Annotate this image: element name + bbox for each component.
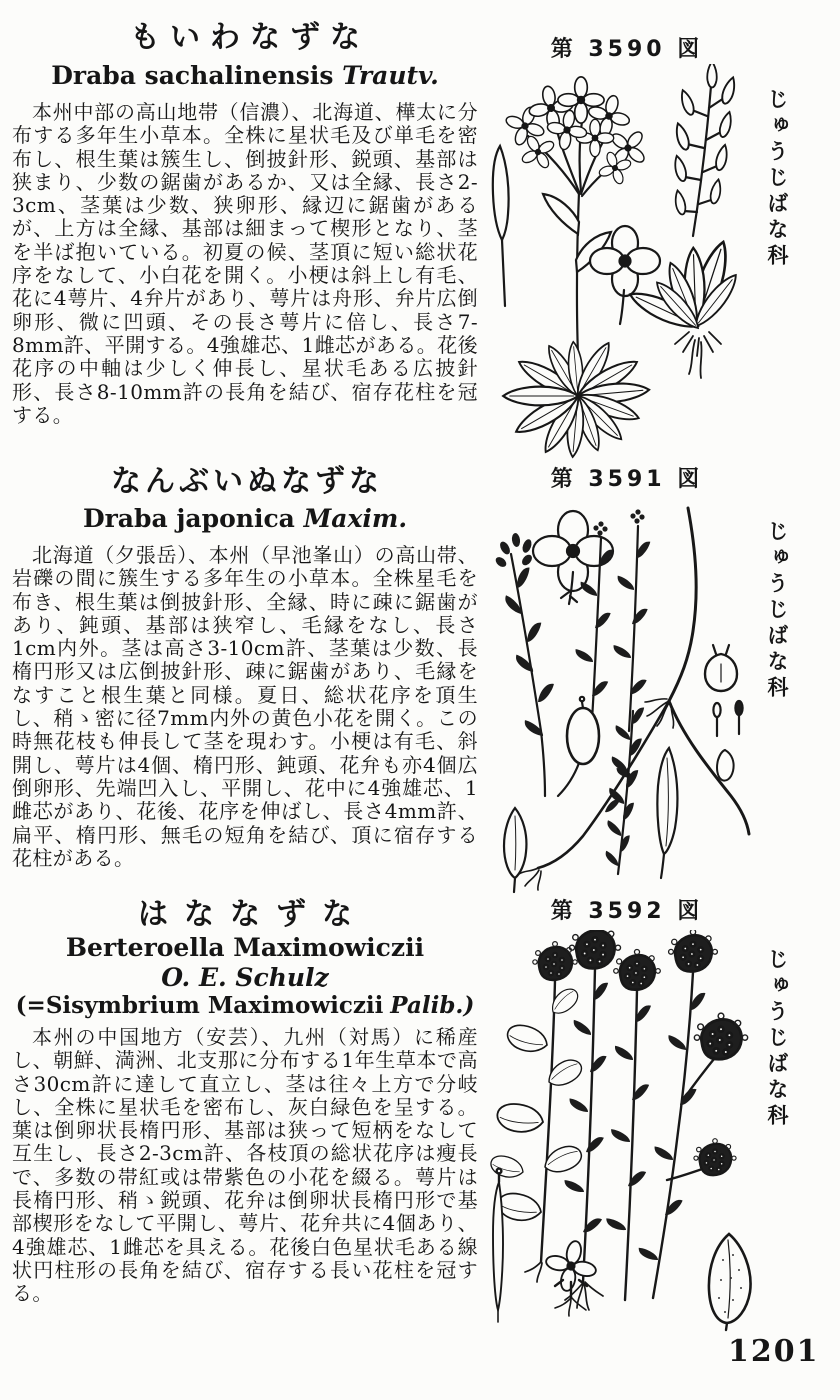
latin-author: Trautv. xyxy=(342,61,439,90)
description-text: 本州の中国地方（安芸）、九州（対馬）に稀産し、朝鮮、満洲、北支那に分布する1年生草本で高さ30cm許に達して直立し、茎は往々上方で分岐し、全株に星状毛を密布し、灰白緑色を呈する。葉は倒卵状長楕円形、基部は狭って短柄をなして互生し、長さ2-3cm許、各枝頂の総状花序は瘦長で、多数の帯紅或は帯紫色の小花を綴る。萼片は長楕円形、稍ゝ鋭頭、花弁は倒卵状長楕円形で基部楔形をなして平開し、萼片、花弁共に4個あり、4強雄芯、1雌芯を具える。花後白色星状毛ある線状円柱形の長角を結び、宿存する長い花柱を冠する。 xyxy=(12,1025,478,1306)
figure-caption-3590: 第 3590 図 xyxy=(550,37,704,62)
basal-rosette xyxy=(503,339,650,457)
page-number: 1201 xyxy=(728,1334,820,1369)
botanical-illustration-3592 xyxy=(483,930,783,1332)
description-text: 本州中部の高山地帯（信濃）、北海道、樺太に分布する多年生小草本。全株に星状毛及び単毛を密布し、根生葉は簇生し、倒披針形、鋭頭、基部は狭まり、少数の鋸歯があるか、又は全縁、長さ2-3cm、茎葉は少数、狭卵形、縁辺に鋸歯があるが、上方は全縁、基部は細まって楔形となり、茎を半ば抱いている。初夏の候、茎頂に短い総状花序をなして、小白花を開く。小梗は斜上し有毛、花に4萼片、4弁片があり、萼片は舟形、弁片広倒卵形、微に凹頭、その長さ萼片に倍し、長さ7-8mm許、平開する。4強雄芯、1雌芯がある。花後花序の中軸は少しく伸長し、星状毛ある広披針形、長さ8-10mm許の長角を結び、宿存花柱を冠する。 xyxy=(12,100,478,427)
entry-draba-japonica xyxy=(12,464,478,870)
synonym-binomial: (=Sisymbrium Maximowiczii xyxy=(15,992,384,1019)
plant-name-latin xyxy=(12,61,478,91)
leaf-detail xyxy=(709,1234,751,1330)
plant-name-latin xyxy=(12,504,478,534)
stamen-details xyxy=(713,701,742,736)
latin-genus-line: Berteroella Maximowiczii xyxy=(65,933,425,962)
plant-name-japanese: なんぶいぬなずな xyxy=(111,464,383,499)
leaf-detail xyxy=(504,808,526,892)
botanical-illustration-3591 xyxy=(483,496,773,894)
latin-binomial: Draba japonica xyxy=(82,504,295,533)
entry-berteroella xyxy=(12,898,478,1306)
description-text: 北海道（夕張岳）、本州（早池峯山）の高山帯、岩礫の間に簇生する多年生の小草本。全株星毛を布き、根生葉は倒披針形、全縁、時に疎に鋸歯があり、鈍頭、基部は狭窄し、毛縁をなし、長さ1cm内外。茎は高さ3-10cm許、茎葉は少数、長楕円形又は広倒披針形、疎に鋸歯があり、毛縁をなすこと根生葉と同様。夏日、総状花序を頂生し、稍ゝ密に径7mm内外の黄色小花を開く。この時無花枝も伸長して茎を現わす。小梗は有毛、斜開し、萼片は4個、楕円形、鈍頭、花弁も亦4個広倒卵形、先端凹入し、平開し、花中に4強雄芯、1雌芯があり、花後、花序を伸ばし、長さ4mm許、扁平、楕円形、無毛の短角を結び、頂に宿存する花柱がある。 xyxy=(12,543,478,870)
latin-author: Maxim. xyxy=(303,504,408,533)
entry-draba-sachalinensis xyxy=(12,20,478,427)
figure-caption-3592: 第 3592 図 xyxy=(550,899,704,924)
silicle-with-style xyxy=(705,645,737,691)
plant-name-japanese: はななずな xyxy=(138,897,368,932)
latin-binomial: Draba sachalinensis xyxy=(51,61,334,90)
synonym-author: Palib.) xyxy=(390,992,475,1019)
family-side-label: じゅうじばな科 xyxy=(765,520,789,702)
seed-detail xyxy=(717,750,734,781)
botanical-illustration-3590 xyxy=(483,64,758,462)
flower-detail xyxy=(541,1236,601,1316)
leaf-detail xyxy=(657,748,677,878)
family-side-label: じゅうじばな科 xyxy=(765,88,789,270)
figure-caption-3591: 第 3591 図 xyxy=(550,467,704,492)
plant-name-japanese: もいわなずな xyxy=(130,20,370,55)
silique-detail xyxy=(488,1151,527,1322)
synonym-line xyxy=(12,992,478,1020)
latin-author-line: O. E. Schulz xyxy=(161,963,329,992)
family-side-label: じゅうじばな科 xyxy=(765,948,789,1130)
